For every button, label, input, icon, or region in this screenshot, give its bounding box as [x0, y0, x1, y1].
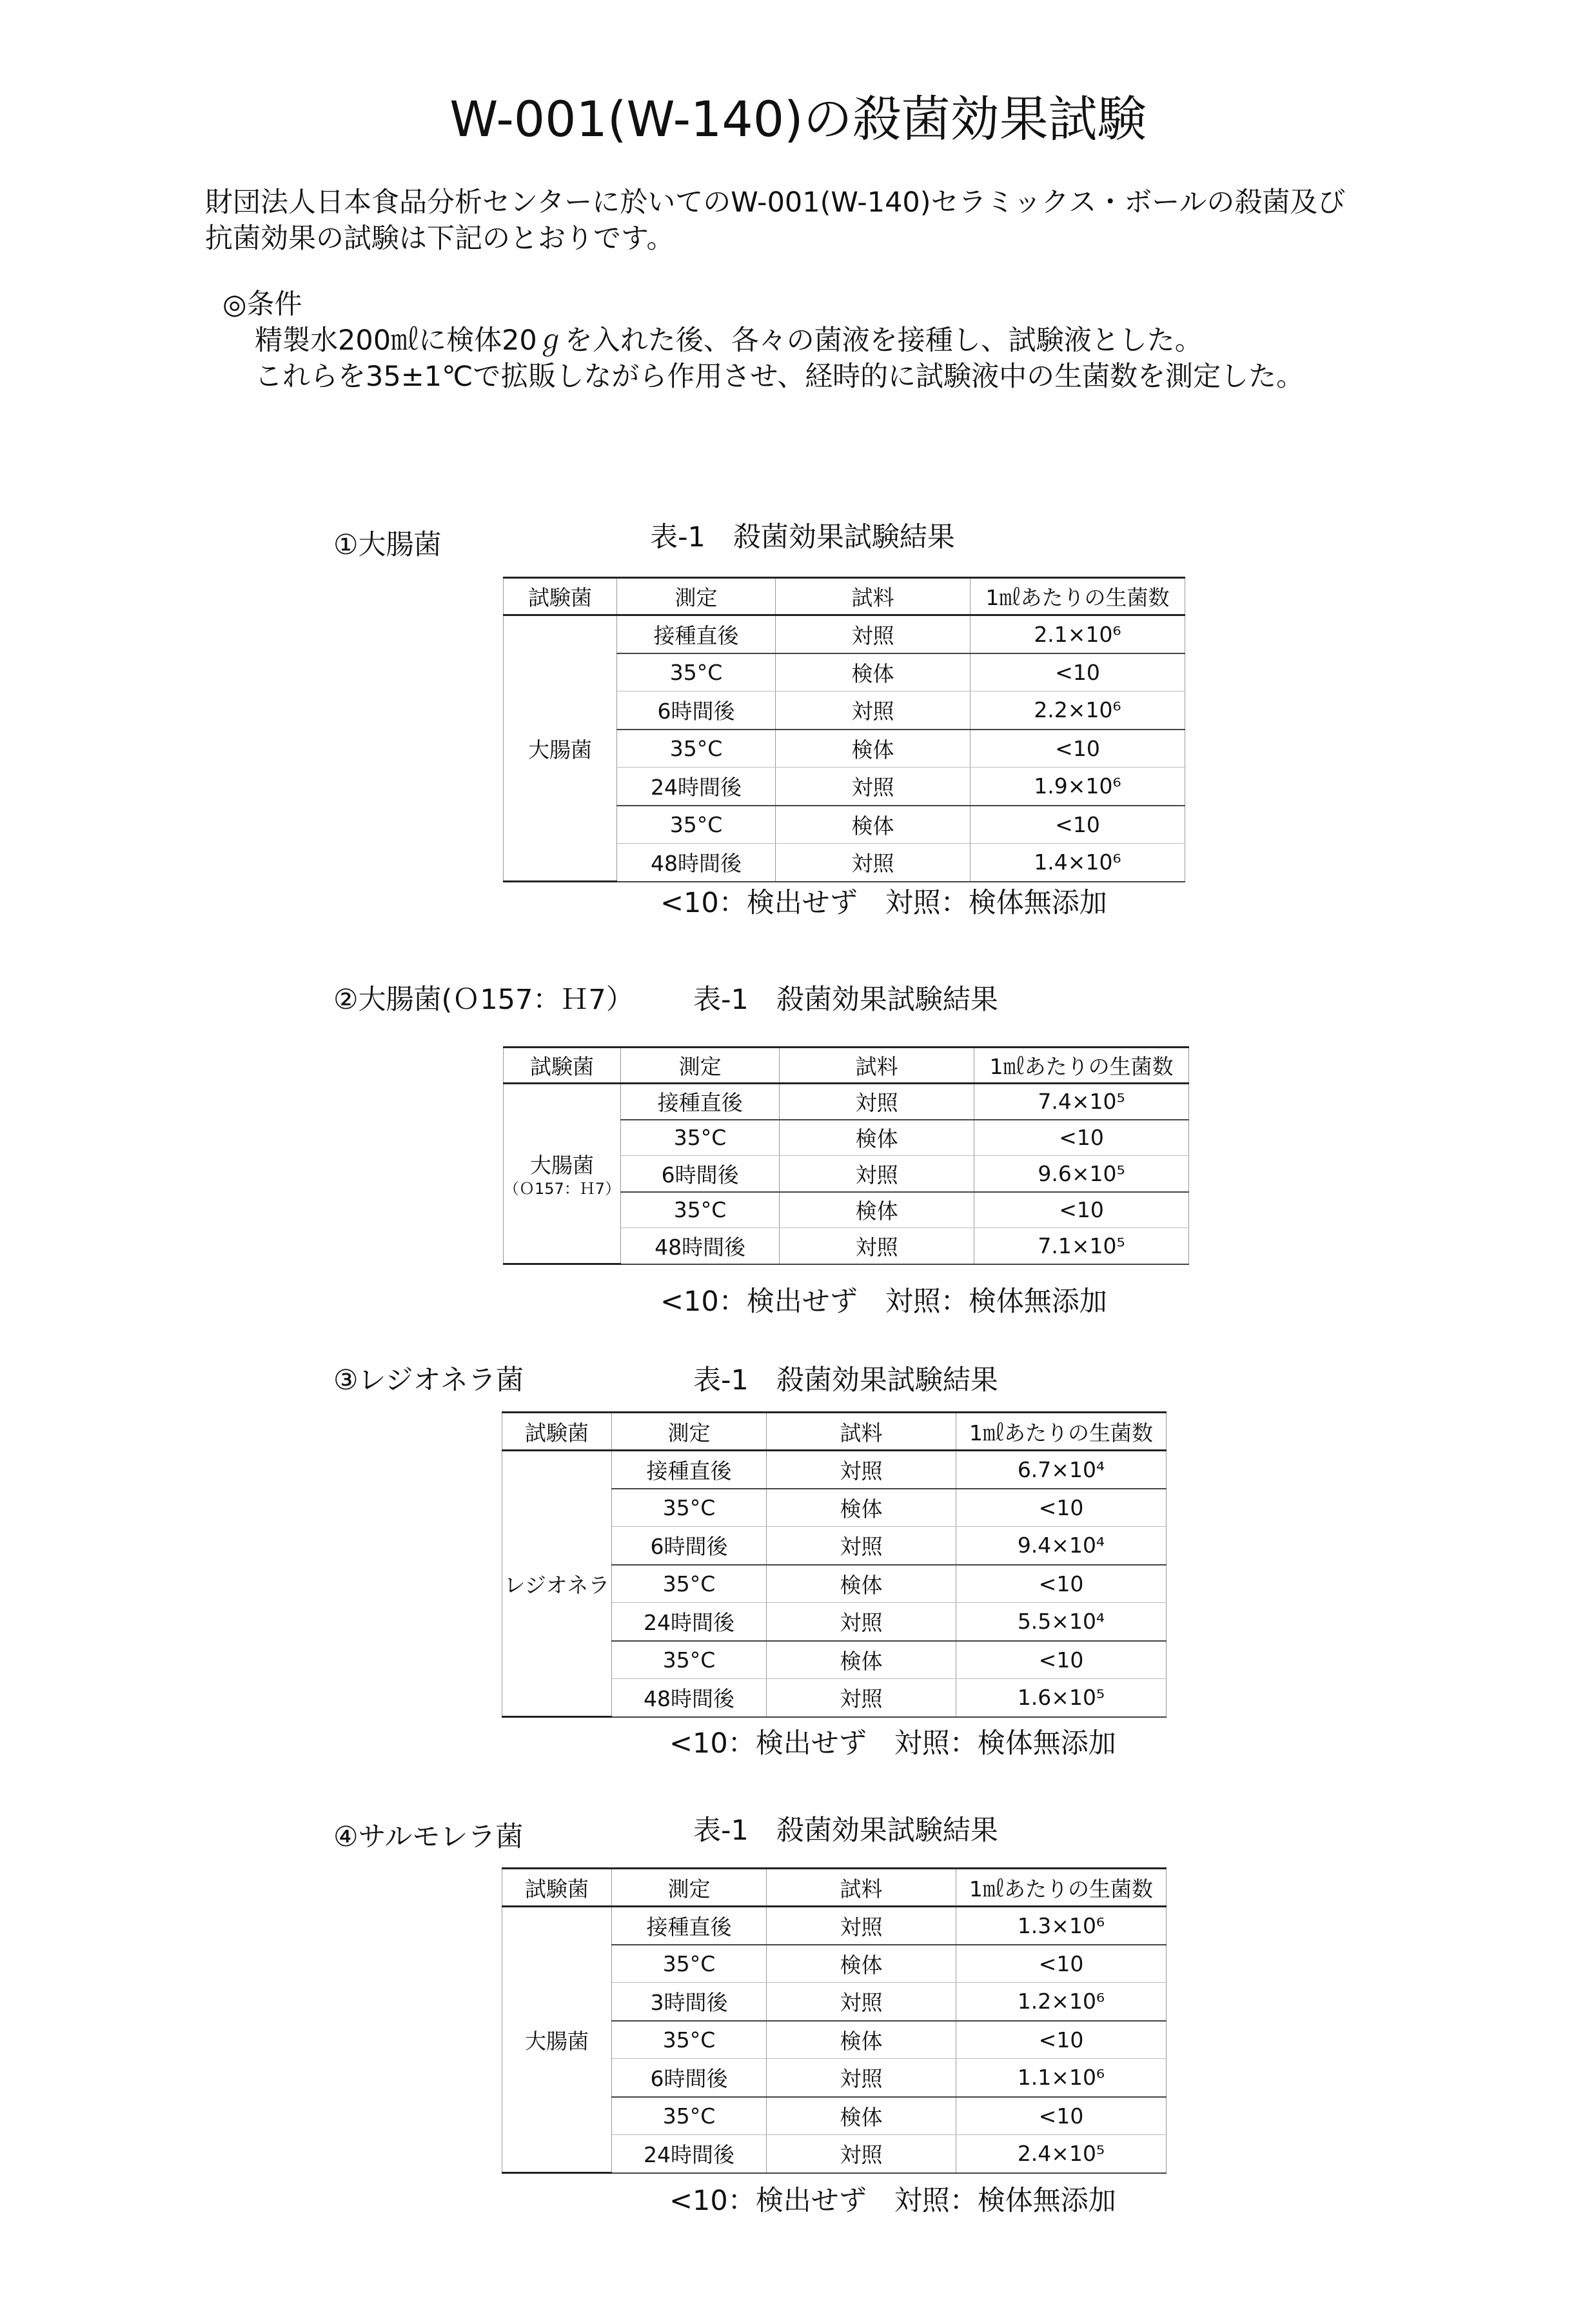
table-note: <10：検出せず 対照：検体無添加	[669, 2185, 1116, 2217]
column-header: 試料	[767, 1413, 956, 1451]
count-cell: <10	[974, 1192, 1189, 1228]
organism-name: レジオネラ	[504, 1572, 610, 1598]
measurement-cell: 接種直後	[617, 615, 776, 653]
table-row	[502, 1451, 1167, 1489]
sample-cell: 対照	[767, 1907, 956, 1945]
count-cell: <10	[956, 2097, 1167, 2135]
measurement-cell: 3時間後	[612, 1983, 767, 2021]
organism-name: 大腸菌	[528, 737, 592, 762]
sample-cell: 対照	[780, 1084, 974, 1120]
section-label: ③レジオネラ菌	[333, 1364, 524, 1397]
table-header-row	[504, 1048, 1189, 1084]
count-cell: <10	[970, 730, 1185, 768]
table-note: <10：検出せず 対照：検体無添加	[660, 1286, 1107, 1318]
count-cell: <10	[974, 1120, 1189, 1156]
organism-cell	[502, 1451, 612, 1717]
measurement-cell: 35°C	[612, 1945, 767, 1983]
count-cell: 9.4×10⁴	[956, 1527, 1167, 1565]
intro-line-1: 財団法人日本食品分析センターに於いてのW-001(W-140)セラミックス・ボールの殺菌及び	[205, 186, 1346, 219]
column-header: 1㎖あたりの生菌数	[956, 1869, 1167, 1907]
organism-name: 大腸菌	[530, 1153, 595, 1178]
table-header-row	[504, 578, 1185, 615]
conditions-line-1: 精製水200㎖に検体20ℊを入れた後、各々の菌液を接種し、試験液とした。	[255, 324, 1203, 357]
measurement-cell: 35°C	[612, 2021, 767, 2059]
measurement-cell: 35°C	[612, 1565, 767, 1603]
count-cell: 1.2×10⁶	[956, 1983, 1167, 2021]
table-note: <10：検出せず 対照：検体無添加	[660, 887, 1107, 919]
count-cell: 1.6×10⁵	[956, 1679, 1167, 1717]
sample-cell: 対照	[776, 768, 970, 806]
count-cell: <10	[970, 653, 1185, 691]
measurement-cell: 35°C	[617, 653, 776, 691]
sample-cell: 対照	[780, 1228, 974, 1264]
measurement-cell: 6時間後	[617, 691, 776, 730]
sample-cell: 対照	[767, 1451, 956, 1489]
column-header: 試料	[776, 578, 970, 615]
column-header: 測定	[621, 1048, 780, 1084]
organism-cell	[504, 1084, 621, 1264]
table-note: <10：検出せず 対照：検体無添加	[669, 1727, 1116, 1760]
organism-cell	[502, 1907, 612, 2173]
organism-name: 大腸菌	[525, 2028, 589, 2054]
measurement-cell: 24時間後	[617, 768, 776, 806]
sample-cell: 対照	[767, 1679, 956, 1717]
count-cell: 1.9×10⁶	[970, 768, 1185, 806]
column-header: 測定	[612, 1869, 767, 1907]
count-cell: <10	[970, 806, 1185, 844]
count-cell: <10	[956, 2021, 1167, 2059]
column-header: 試験菌	[502, 1413, 612, 1451]
column-header: 試験菌	[502, 1869, 612, 1907]
measurement-cell: 6時間後	[621, 1156, 780, 1192]
sample-cell: 対照	[767, 2059, 956, 2097]
column-header: 試料	[780, 1048, 974, 1084]
column-header: 測定	[612, 1413, 767, 1451]
sample-cell: 対照	[767, 1603, 956, 1641]
count-cell: 1.3×10⁶	[956, 1907, 1167, 1945]
sample-cell: 検体	[776, 653, 970, 691]
table-caption: 表-1 殺菌効果試験結果	[693, 1364, 998, 1397]
sample-cell: 対照	[767, 1983, 956, 2021]
sample-cell: 対照	[776, 615, 970, 653]
organism-cell	[504, 615, 617, 882]
section-label: ①大腸菌	[333, 529, 442, 561]
table-caption: 表-1 殺菌効果試験結果	[693, 1814, 998, 1847]
count-cell: 2.2×10⁶	[970, 691, 1185, 730]
measurement-cell: 48時間後	[612, 1679, 767, 1717]
table-header-row	[502, 1869, 1167, 1907]
count-cell: <10	[956, 1489, 1167, 1527]
measurement-cell: 35°C	[621, 1120, 780, 1156]
conditions-line-2: これらを35±1℃で拡販しながら作用させ、経時的に試験液中の生菌数を測定した。	[255, 361, 1305, 393]
organism-subtitle: （Ｏ157：Ｈ7）	[504, 1180, 621, 1198]
measurement-cell: 接種直後	[621, 1084, 780, 1120]
sample-cell: 対照	[780, 1156, 974, 1192]
count-cell: 1.1×10⁶	[956, 2059, 1167, 2097]
intro-line-2: 抗菌効果の試験は下記のとおりです。	[205, 223, 675, 255]
sample-cell: 検体	[767, 2097, 956, 2135]
measurement-cell: 48時間後	[617, 844, 776, 882]
results-table	[503, 577, 1185, 882]
count-cell: <10	[956, 1641, 1167, 1679]
measurement-cell: 接種直後	[612, 1907, 767, 1945]
sample-cell: 対照	[767, 1527, 956, 1565]
measurement-cell: 6時間後	[612, 1527, 767, 1565]
count-cell: 6.7×10⁴	[956, 1451, 1167, 1489]
count-cell: 7.4×10⁵	[974, 1084, 1189, 1120]
measurement-cell: 6時間後	[612, 2059, 767, 2097]
count-cell: 2.4×10⁵	[956, 2135, 1167, 2173]
measurement-cell: 接種直後	[612, 1451, 767, 1489]
measurement-cell: 35°C	[612, 1641, 767, 1679]
table-header-row	[502, 1413, 1167, 1451]
measurement-cell: 24時間後	[612, 2135, 767, 2173]
column-header: 試験菌	[504, 578, 617, 615]
table-row	[504, 615, 1185, 653]
page-title: W-001(W-140)の殺菌効果試験	[449, 90, 1147, 148]
measurement-cell: 35°C	[617, 730, 776, 768]
section-label: ④サルモレラ菌	[333, 1821, 524, 1853]
sample-cell: 検体	[776, 806, 970, 844]
results-table	[502, 1867, 1167, 2174]
measurement-cell: 35°C	[612, 1489, 767, 1527]
section-label: ②大腸菌(Ｏ157：Ｈ7）	[333, 984, 634, 1016]
sample-cell: 検体	[780, 1120, 974, 1156]
table-row	[502, 1907, 1167, 1945]
column-header: 試料	[767, 1869, 956, 1907]
table-caption: 表-1 殺菌効果試験結果	[650, 521, 955, 553]
column-header: 測定	[617, 578, 776, 615]
column-header: 1㎖あたりの生菌数	[956, 1413, 1167, 1451]
column-header: 1㎖あたりの生菌数	[970, 578, 1185, 615]
sample-cell: 検体	[767, 1945, 956, 1983]
count-cell: 9.6×10⁵	[974, 1156, 1189, 1192]
count-cell: 1.4×10⁶	[970, 844, 1185, 882]
sample-cell: 検体	[767, 2021, 956, 2059]
count-cell: 2.1×10⁶	[970, 615, 1185, 653]
column-header: 1㎖あたりの生菌数	[974, 1048, 1189, 1084]
measurement-cell: 35°C	[621, 1192, 780, 1228]
conditions-heading: ◎条件	[222, 288, 302, 321]
measurement-cell: 48時間後	[621, 1228, 780, 1264]
sample-cell: 検体	[776, 730, 970, 768]
sample-cell: 検体	[767, 1489, 956, 1527]
results-table	[503, 1046, 1189, 1265]
count-cell: 5.5×10⁴	[956, 1603, 1167, 1641]
results-table	[502, 1411, 1167, 1718]
count-cell: <10	[956, 1945, 1167, 1983]
sample-cell: 対照	[776, 844, 970, 882]
sample-cell: 対照	[767, 2135, 956, 2173]
table-row	[504, 1084, 1189, 1120]
sample-cell: 検体	[767, 1641, 956, 1679]
count-cell: 7.1×10⁵	[974, 1228, 1189, 1264]
count-cell: <10	[956, 1565, 1167, 1603]
column-header: 試験菌	[504, 1048, 621, 1084]
measurement-cell: 35°C	[617, 806, 776, 844]
measurement-cell: 35°C	[612, 2097, 767, 2135]
measurement-cell: 24時間後	[612, 1603, 767, 1641]
sample-cell: 対照	[776, 691, 970, 730]
sample-cell: 検体	[780, 1192, 974, 1228]
table-caption: 表-1 殺菌効果試験結果	[693, 984, 998, 1016]
sample-cell: 検体	[767, 1565, 956, 1603]
